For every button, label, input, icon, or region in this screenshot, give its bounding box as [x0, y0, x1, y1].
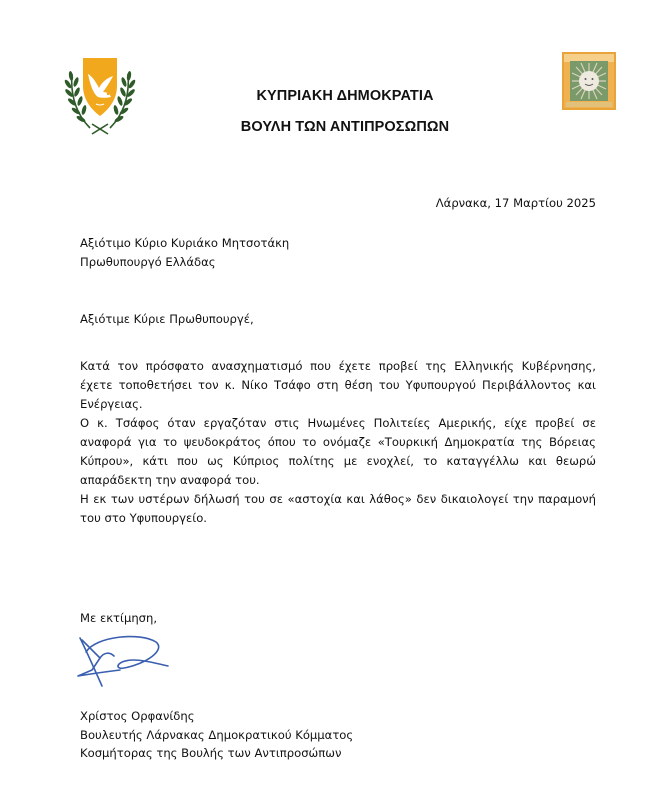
letterhead-republic: ΚΥΠΡΙΑΚΗ ΔΗΜΟΚΡΑΤΙΑ: [256, 88, 434, 104]
signer-title-1: Βουλευτής Λάρνακας Δημοκρατικού Κόμματος: [80, 727, 354, 742]
letter-date: Λάρνακα, 17 Μαρτίου 2025: [435, 196, 596, 210]
sun-emblem-logo: [562, 52, 616, 110]
closing: Με εκτίμηση,: [80, 611, 158, 625]
recipient-title: Πρωθυπουργό Ελλάδας: [80, 255, 216, 269]
coat-of-arms-logo: [60, 52, 140, 136]
body-paragraph-3: Η εκ των υστέρων δήλωσή του σε «αστοχία και λάθος» δεν δικαιολογεί την παραμονή του στο Υφυπουργείο.: [80, 492, 596, 525]
sun-face: [579, 71, 599, 91]
handwritten-signature: [74, 630, 174, 692]
signer-name: Χρίστος Ορφανίδης: [80, 709, 195, 723]
salutation: Αξιότιμε Κύριε Πρωθυπουργέ,: [80, 312, 254, 326]
recipient-name: Αξιότιμο Κύριο Κυριάκο Μητσοτάκη: [80, 236, 290, 250]
signer-block: [80, 707, 353, 763]
body-paragraph-2: Ο κ. Τσάφος όταν εργαζόταν στις Ηνωμένες Πολιτείες Αμερικής, είχε προβεί σε αναφορά για το ψευδοκράτος όπου το ονόμαζε «Τουρκική Δημοκρατία της Βόρειας Κύπρου», κάτι που ως Κύπριος πολίτης με ενοχλεί, το καταγγέλλω και θεωρώ απαράδεκτη την αναφορά του.: [80, 416, 596, 487]
body-paragraph-1: Κατά τον πρόσφατο ανασχηματισμό που έχετε προβεί της Ελληνικής Κυβέρνησης, έχετε τοποθετήσει τον κ. Νίκο Τσάφο στη θέση του Υφυπουργού Περιβάλλοντος και Ενέργειας.: [80, 359, 596, 411]
signer-title-2: Κοσμήτορας της Βουλής των Αντιπροσώπων: [80, 746, 342, 760]
letterhead-parliament: ΒΟΥΛΗ ΤΩΝ ΑΝΤΙΠΡΟΣΩΠΩΝ: [240, 119, 450, 135]
recipient-block: [80, 234, 289, 272]
